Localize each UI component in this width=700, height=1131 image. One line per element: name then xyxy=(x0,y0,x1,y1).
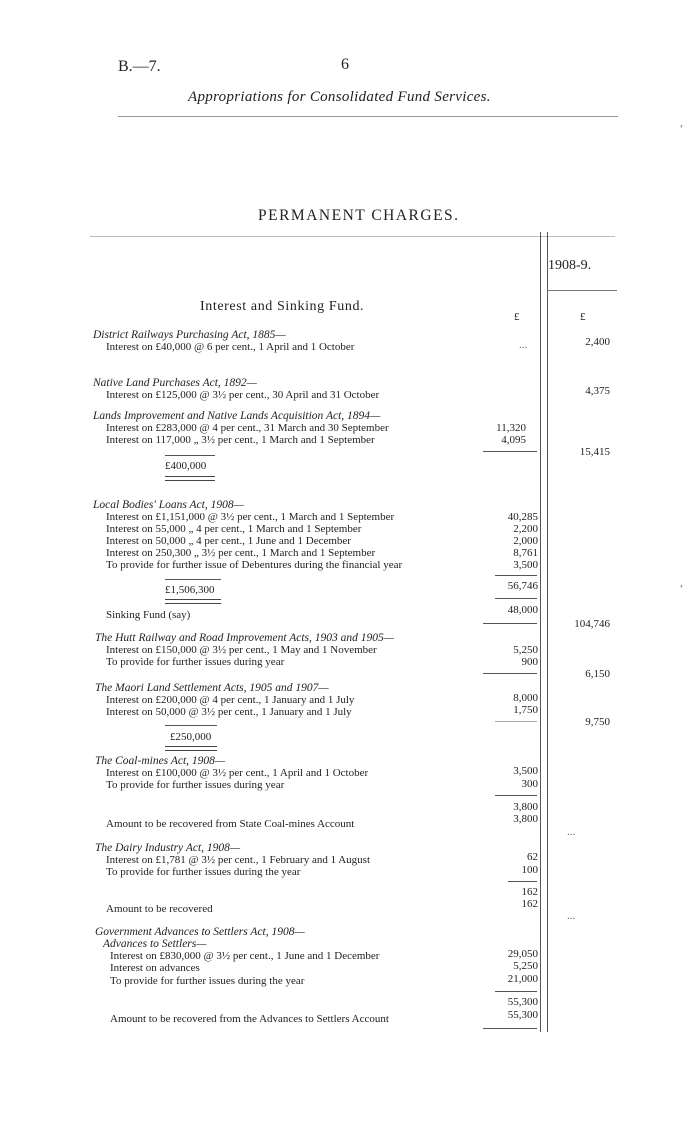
entry-value: 62 xyxy=(527,851,538,863)
capital-total: £250,000 xyxy=(170,731,212,743)
entry-line: To provide for further issue of Debentures during the financial year xyxy=(106,559,403,571)
act-title: Lands Improvement and Native Lands Acquisition Act, 1894— xyxy=(93,410,381,422)
year-header-rule xyxy=(547,290,617,291)
total-double-rule xyxy=(165,746,217,751)
entry-value: 21,000 xyxy=(507,973,538,985)
entry-line: Interest on advances xyxy=(110,962,200,974)
entry-line: Interest on 50,000 „ 4 per cent., 1 June and 1 December xyxy=(106,535,351,547)
entry-value: 4,095 xyxy=(501,434,526,446)
entry-value: 3,500 xyxy=(513,559,538,571)
total-rule-top xyxy=(165,455,215,456)
main-title: PERMANENT CHARGES. xyxy=(258,207,460,224)
recovery-value: 55,300 xyxy=(507,1009,538,1021)
entry-line: Interest on 55,000 „ 4 per cent., 1 March and 1 September xyxy=(106,523,362,535)
entry-subtotal: 3,800 xyxy=(513,801,538,813)
entry-line: To provide for further issues during year xyxy=(106,779,285,791)
total-rule-top xyxy=(165,579,221,580)
entry-line: Interest on £125,000 @ 3½ per cent., 30 April and 31 October xyxy=(106,389,380,401)
entry-line: To provide for further issues during year xyxy=(106,656,285,668)
entry-subtotal: 56,746 xyxy=(507,580,538,592)
capital-total: £400,000 xyxy=(165,460,207,472)
entry-line: To provide for further issues during the year xyxy=(106,866,301,878)
sum-rule xyxy=(508,881,537,882)
entry-value: 40,285 xyxy=(507,511,538,523)
entry-line: Interest on £100,000 @ 3½ per cent., 1 April and 1 October xyxy=(106,767,369,779)
entry-line: Interest on £1,781 @ 3½ per cent., 1 February and 1 August xyxy=(106,854,370,866)
recovery-line: Amount to be recovered from the Advances to Settlers Account xyxy=(110,1013,389,1025)
sum-rule xyxy=(495,575,537,576)
sum-rule xyxy=(495,795,537,796)
recovery-value: 3,800 xyxy=(513,813,538,825)
act-title: The Dairy Industry Act, 1908— xyxy=(95,842,241,854)
entry-value: 11,320 xyxy=(496,422,526,434)
year-total: 15,415 xyxy=(579,446,610,458)
year-total: 9,750 xyxy=(585,716,610,728)
sum-rule xyxy=(483,673,537,674)
entry-value: 300 xyxy=(521,778,538,790)
entry-value: 100 xyxy=(521,864,538,876)
sum-rule xyxy=(483,1028,537,1029)
sum-rule xyxy=(495,991,537,992)
year-total: 4,375 xyxy=(585,385,610,397)
header-rule xyxy=(118,116,618,117)
year-total: ... xyxy=(567,910,576,922)
margin-mark: , xyxy=(680,575,683,589)
entry-value: 48,000 xyxy=(507,604,538,616)
entry-value: 1,750 xyxy=(513,704,538,716)
act-title: The Hutt Railway and Road Improvement Acts, 1903 and 1905— xyxy=(95,632,394,644)
entry-value: 5,250 xyxy=(513,644,538,656)
currency-label-main: £ xyxy=(514,311,520,323)
act-title: The Maori Land Settlement Acts, 1905 and 1907— xyxy=(95,682,329,694)
year-total: ... xyxy=(567,826,576,838)
entry-line: Sinking Fund (say) xyxy=(106,609,191,621)
year-column-header: 1908-9. xyxy=(548,258,592,273)
page-number: 6 xyxy=(341,56,349,73)
margin-mark: , xyxy=(680,115,683,129)
entry-value: 8,000 xyxy=(513,692,538,704)
entry-value: 8,761 xyxy=(513,547,538,559)
total-double-rule xyxy=(165,476,215,481)
entry-subtotal: 162 xyxy=(521,886,538,898)
year-total: 104,746 xyxy=(574,618,610,630)
entry-value: 5,250 xyxy=(513,960,538,972)
sum-rule xyxy=(483,623,537,624)
act-title: Government Advances to Settlers Act, 1908— xyxy=(95,926,305,938)
entry-line: Interest on £150,000 @ 3½ per cent., 1 May and 1 November xyxy=(106,644,377,656)
entry-line: Interest on 50,000 @ 3½ per cent., 1 January and 1 July xyxy=(106,706,352,718)
entry-line: Interest on £200,000 @ 4 per cent., 1 January and 1 July xyxy=(106,694,355,706)
column-divider-right xyxy=(547,232,548,1032)
section-title: Interest and Sinking Fund. xyxy=(200,299,365,314)
entry-line: Interest on £830,000 @ 3½ per cent., 1 June and 1 December xyxy=(110,950,380,962)
entry-value: 2,000 xyxy=(513,535,538,547)
entry-value: 900 xyxy=(521,656,538,668)
sum-rule xyxy=(495,721,537,722)
entry-line: Interest on 250,300 „ 3½ per cent., 1 March and 1 September xyxy=(106,547,376,559)
recovery-value: 162 xyxy=(521,898,538,910)
page-heading: Appropriations for Consolidated Fund Services. xyxy=(188,89,491,105)
act-title: Local Bodies' Loans Act, 1908— xyxy=(93,499,244,511)
sum-rule xyxy=(495,598,537,599)
recovery-line: Amount to be recovered from State Coal-mines Account xyxy=(106,818,355,830)
entry-line: Interest on £1,151,000 @ 3½ per cent., 1 March and 1 September xyxy=(106,511,395,523)
entry-value: 29,050 xyxy=(507,948,538,960)
leader-dots: ... xyxy=(519,339,528,351)
total-rule-top xyxy=(165,725,217,726)
entry-line: Interest on £283,000 @ 4 per cent., 31 March and 30 September xyxy=(106,422,389,434)
entry-line: To provide for further issues during the year xyxy=(110,975,305,987)
year-total: 2,400 xyxy=(585,336,610,348)
entry-value: 2,200 xyxy=(513,523,538,535)
title-rule xyxy=(90,236,615,237)
act-title: Native Land Purchases Act, 1892— xyxy=(93,377,257,389)
year-total: 6,150 xyxy=(585,668,610,680)
act-subtitle: Advances to Settlers— xyxy=(103,938,207,950)
entry-line: Interest on 117,000 „ 3½ per cent., 1 March and 1 September xyxy=(106,434,375,446)
capital-total: £1,506,300 xyxy=(165,584,215,596)
currency-label-year: £ xyxy=(580,311,586,323)
entry-line: Interest on £40,000 @ 6 per cent., 1 April and 1 October xyxy=(106,341,355,353)
act-title: The Coal-mines Act, 1908— xyxy=(95,755,226,767)
document-reference: B.—7. xyxy=(118,58,161,75)
recovery-line: Amount to be recovered xyxy=(106,903,213,915)
column-divider-left xyxy=(540,232,541,1032)
entry-value: 3,500 xyxy=(513,765,538,777)
sum-rule xyxy=(483,451,537,452)
entry-subtotal: 55,300 xyxy=(507,996,538,1008)
total-double-rule xyxy=(165,599,221,604)
act-title: District Railways Purchasing Act, 1885— xyxy=(93,329,286,341)
